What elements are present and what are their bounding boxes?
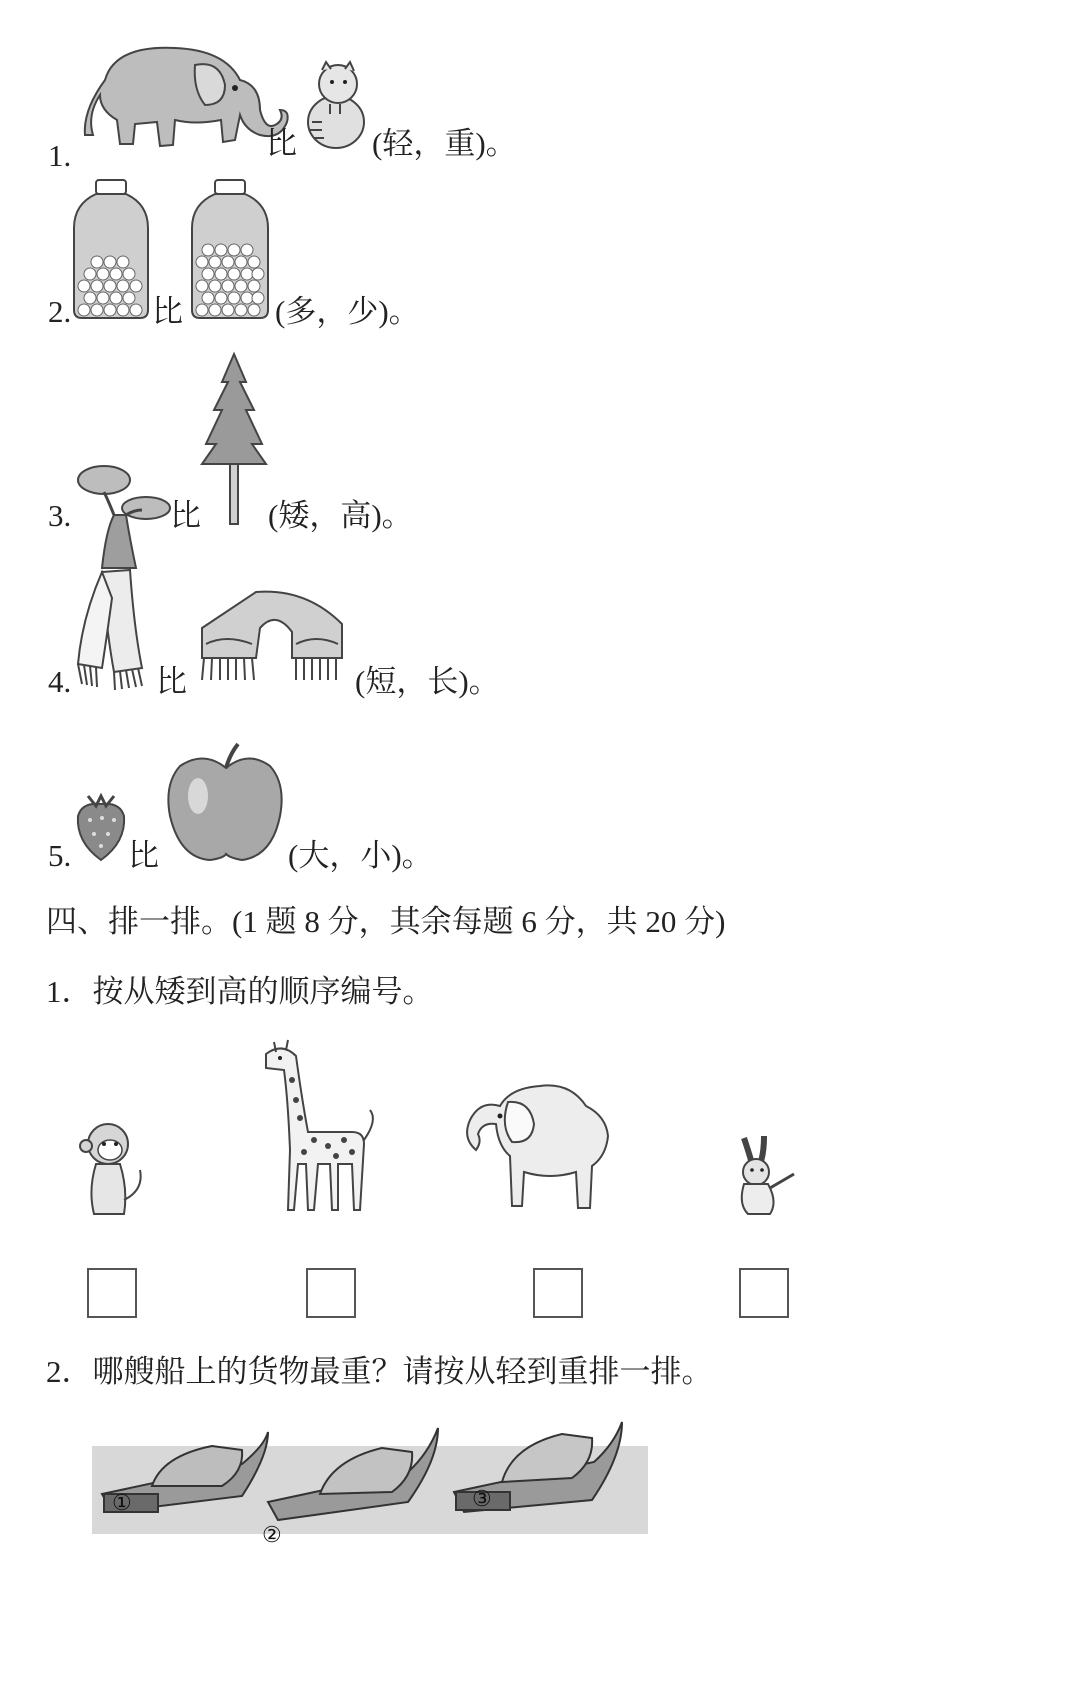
q2-options: (多，少)。 (275, 294, 420, 329)
short-tree-icon (74, 460, 174, 570)
q5-compare-word: 比 (128, 838, 159, 873)
q1-number: 1. (48, 138, 72, 173)
question-2-prompt: 2．哪艘船上的货物最重？请按从轻到重排一排。 (46, 1354, 713, 1389)
strawberry-icon (72, 792, 130, 862)
short-scarf-icon (72, 568, 158, 692)
apple-icon (164, 740, 286, 864)
boat-2-label: ② (262, 1522, 282, 1547)
boats-illustration (92, 1416, 648, 1536)
q4-compare-word: 比 (156, 664, 187, 699)
elephant-icon (75, 40, 285, 160)
q4-options: (短，长)。 (355, 664, 500, 699)
answer-box-rabbit[interactable] (739, 1268, 789, 1318)
boat-1-label: ① (112, 1490, 132, 1515)
q5-options: (大，小)。 (288, 838, 433, 873)
question-1-prompt: 1．按从矮到高的顺序编号。 (46, 974, 434, 1009)
answer-box-elephant[interactable] (533, 1268, 583, 1318)
section-4-title: 四、排一排。(1 题 8 分，其余每题 6 分，共 20 分) (46, 904, 726, 939)
answer-box-giraffe[interactable] (306, 1268, 356, 1318)
q1-compare-word: 比 (266, 126, 297, 161)
tall-pine-icon (200, 352, 268, 528)
long-scarf-icon (196, 588, 348, 688)
jar-more-icon (188, 178, 272, 320)
jar-fewer-icon (70, 178, 152, 320)
q4-number: 4. (48, 664, 72, 699)
boat-3-label: ③ (472, 1486, 492, 1511)
answer-box-monkey[interactable] (87, 1268, 137, 1318)
q3-options: (矮，高)。 (268, 498, 413, 533)
rabbit-icon (724, 1134, 800, 1218)
q3-number: 3. (48, 498, 72, 533)
q3-compare-word: 比 (170, 498, 201, 533)
tiger-icon (300, 62, 372, 152)
q1-options: (轻，重)。 (372, 126, 517, 161)
elephant-icon (460, 1076, 616, 1216)
q5-number: 5. (48, 838, 72, 873)
monkey-icon (78, 1120, 150, 1220)
q2-number: 2. (48, 294, 72, 329)
giraffe-icon (252, 1040, 378, 1216)
q2-compare-word: 比 (152, 294, 183, 329)
